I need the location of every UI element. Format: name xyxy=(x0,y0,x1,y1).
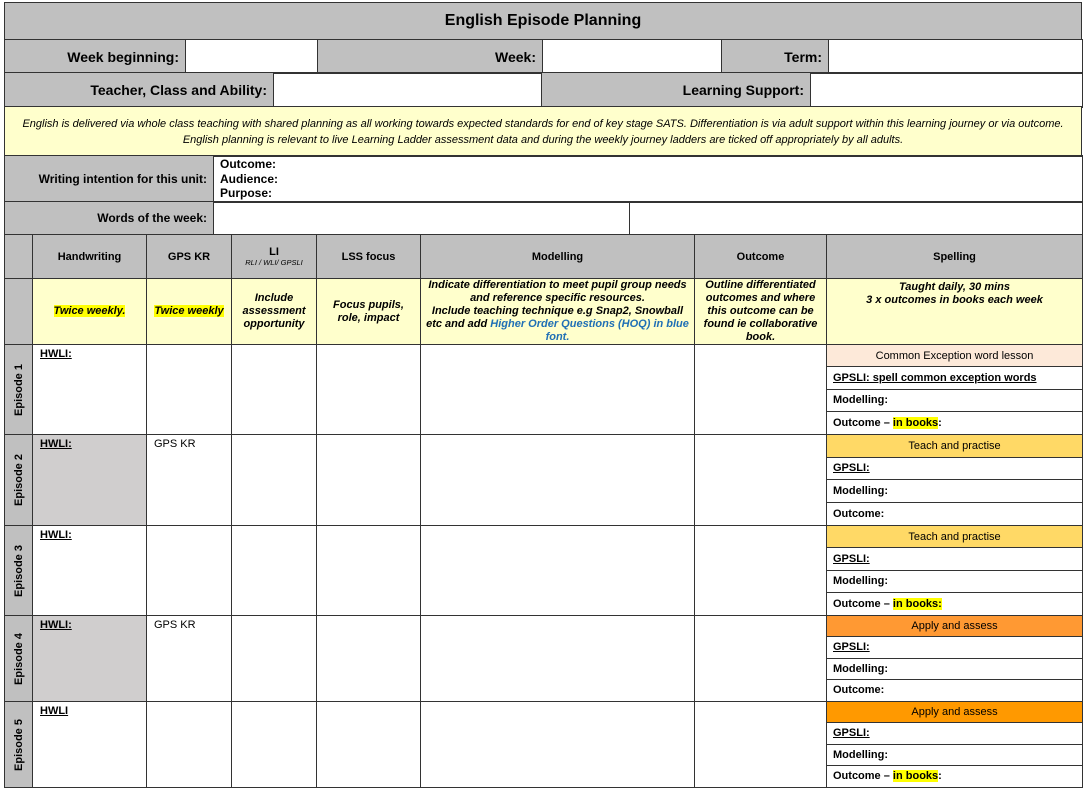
modelling-cell[interactable] xyxy=(421,526,695,616)
spelling-cell[interactable] xyxy=(827,616,1083,702)
lss-cell[interactable] xyxy=(317,702,421,788)
guidance-outcome: Outline differentiated outcomes and where this outcome can be found ie collaborative book. xyxy=(695,279,827,345)
episode-label-cell xyxy=(5,616,33,702)
spelling-modelling: Modelling: xyxy=(827,659,1082,680)
gpsli-text: GPSLI: xyxy=(833,641,870,654)
gps-kr-cell[interactable] xyxy=(147,702,232,788)
spelling-gpsli xyxy=(827,723,1082,744)
handwriting-cell[interactable] xyxy=(33,616,147,702)
episode-label: Episode 4 xyxy=(12,632,25,685)
spelling-outcome xyxy=(827,503,1082,526)
intro-table xyxy=(4,106,1082,157)
gps-kr-label: GPS KR xyxy=(154,438,196,450)
col-li-sub: RLI / WLI/ GPSLI xyxy=(245,258,303,267)
in-books-highlight: in books xyxy=(892,770,939,783)
in-books-highlight: in books: xyxy=(892,597,942,610)
modelling-cell[interactable] xyxy=(421,616,695,702)
episode-grid xyxy=(4,234,1083,788)
guidance-modelling xyxy=(421,279,695,345)
hoq-note: Higher Order Questions (HOQ) in blue font. xyxy=(490,318,689,343)
li-cell[interactable] xyxy=(232,435,317,526)
handwriting-cell[interactable] xyxy=(33,435,147,526)
guidance-handwriting xyxy=(33,279,147,345)
audience-label: Audience: xyxy=(220,171,279,186)
spelling-cell[interactable] xyxy=(827,345,1083,435)
hwli-label: HWLI: xyxy=(40,348,72,360)
episode-label: Episode 2 xyxy=(12,454,25,506)
gpsli-text: GPSLI: xyxy=(833,552,870,565)
lss-cell[interactable] xyxy=(317,435,421,526)
episode-row xyxy=(5,616,1083,702)
spelling-gpsli xyxy=(827,367,1082,389)
teacher-row xyxy=(4,72,1083,108)
teacher-field[interactable] xyxy=(274,73,542,108)
spelling-heading: Teach and practise xyxy=(827,435,1082,458)
guidance-corner xyxy=(5,279,33,345)
spelling-modelling: Modelling: xyxy=(827,745,1082,766)
lss-cell[interactable] xyxy=(317,345,421,435)
hwli-label: HWLI: xyxy=(40,619,72,631)
spelling-heading: Teach and practise xyxy=(827,526,1082,548)
episode-label-cell xyxy=(5,435,33,526)
term-field[interactable] xyxy=(829,40,1083,74)
hwli-label: HWLI: xyxy=(40,529,72,541)
guidance-spelling-2: 3 x outcomes in books each week xyxy=(866,294,1043,306)
spelling-outcome xyxy=(827,766,1082,787)
guidance-handwriting-text: Twice weekly. xyxy=(53,305,126,317)
guidance-modelling-2 xyxy=(424,305,691,344)
gps-kr-cell[interactable] xyxy=(147,435,232,526)
words-label: Words of the week: xyxy=(5,202,214,235)
intention-field[interactable] xyxy=(214,156,1083,203)
learning-support-label: Learning Support: xyxy=(542,73,811,108)
gpsli-text: GPSLI: xyxy=(833,462,870,475)
gpsli-text: GPSLI: spell common exception words xyxy=(833,371,1037,384)
spelling-gpsli xyxy=(827,548,1082,570)
col-gps-kr: GPS KR xyxy=(147,235,232,279)
outcome-text: Outcome: xyxy=(833,684,885,697)
outcome-suffix: : xyxy=(938,416,942,429)
spelling-heading: Common Exception word lesson xyxy=(827,345,1082,367)
spelling-gpsli xyxy=(827,458,1082,481)
episode-label: Episode 3 xyxy=(12,544,25,597)
gps-kr-cell[interactable] xyxy=(147,345,232,435)
modelling-cell[interactable] xyxy=(421,345,695,435)
modelling-cell[interactable] xyxy=(421,435,695,526)
outcome-cell[interactable] xyxy=(695,616,827,702)
week-beginning-label: Week beginning: xyxy=(5,40,186,74)
li-cell[interactable] xyxy=(232,345,317,435)
hwli-label: HWLI xyxy=(40,705,69,717)
episode-label: Episode 5 xyxy=(12,718,25,771)
hwli-label: HWLI: xyxy=(40,438,72,450)
spelling-cell[interactable] xyxy=(827,702,1083,788)
words-row xyxy=(4,201,1083,235)
outcome-text: Outcome – xyxy=(833,597,890,610)
lss-cell[interactable] xyxy=(317,616,421,702)
col-spelling: Spelling xyxy=(827,235,1083,279)
guidance-modelling-1: Indicate differentiation to meet pupil group needs and reference specific resources. xyxy=(428,279,687,304)
words-field-2[interactable] xyxy=(630,202,1083,235)
intro-line-2: English planning is relevant to live Learning Ladder assessment data and during the weekly journey ladders are ticked off appropriately by all adults. xyxy=(182,133,904,146)
spelling-modelling: Modelling: xyxy=(827,390,1082,412)
outcome-text: Outcome – xyxy=(833,416,890,429)
guidance-spelling-1: Taught daily, 30 mins xyxy=(898,281,1011,293)
guidance-li: Include assessment opportunity xyxy=(232,279,317,345)
col-li xyxy=(232,235,317,279)
outcome-label: Outcome: xyxy=(220,157,277,172)
outcome-text: Outcome – xyxy=(833,770,890,783)
handwriting-cell[interactable] xyxy=(33,345,147,435)
week-field[interactable] xyxy=(543,40,722,74)
modelling-cell[interactable] xyxy=(421,702,695,788)
spelling-modelling: Modelling: xyxy=(827,480,1082,503)
col-modelling: Modelling xyxy=(421,235,695,279)
week-row xyxy=(4,39,1083,74)
episode-row xyxy=(5,435,1083,526)
li-cell[interactable] xyxy=(232,526,317,616)
words-field-1[interactable] xyxy=(214,202,630,235)
guidance-spelling xyxy=(827,279,1083,345)
outcome-text: Outcome: xyxy=(833,507,885,520)
title-table xyxy=(4,2,1082,40)
corner-cell xyxy=(5,235,33,279)
episodes-body xyxy=(5,345,1083,788)
spelling-modelling: Modelling: xyxy=(827,571,1082,593)
gps-kr-cell[interactable] xyxy=(147,616,232,702)
spelling-gpsli xyxy=(827,637,1082,658)
spelling-outcome xyxy=(827,680,1082,701)
guidance-modelling-2-text: Include teaching technique e.g Snap2, Snowball etc and add xyxy=(426,305,684,330)
spelling-cell[interactable] xyxy=(827,526,1083,616)
episode-label-cell xyxy=(5,526,33,616)
gpsli-text: GPSLI: xyxy=(833,727,870,740)
episode-label: Episode 1 xyxy=(12,363,25,416)
lss-cell[interactable] xyxy=(317,526,421,616)
spelling-heading: Apply and assess xyxy=(827,616,1082,637)
spelling-cell[interactable] xyxy=(827,435,1083,526)
week-label: Week: xyxy=(318,40,543,74)
spelling-heading: Apply and assess xyxy=(827,702,1082,723)
col-outcome: Outcome xyxy=(695,235,827,279)
episode-label-cell xyxy=(5,345,33,435)
col-lss: LSS focus xyxy=(317,235,421,279)
outcome-cell[interactable] xyxy=(695,435,827,526)
term-label: Term: xyxy=(722,40,829,74)
guidance-lss: Focus pupils, role, impact xyxy=(317,279,421,345)
li-cell[interactable] xyxy=(232,702,317,788)
writing-intention-label: Writing intention for this unit: xyxy=(5,156,214,203)
in-books-highlight: in books xyxy=(892,416,939,429)
episode-row xyxy=(5,526,1083,616)
spelling-outcome xyxy=(827,593,1082,615)
col-handwriting: Handwriting xyxy=(33,235,147,279)
intro-line-1: English is delivered via whole class teaching with shared planning as all working towards expected standards for end of key stage SATS. Differentiation is via adult support within this learning journey or via outcome. xyxy=(22,117,1064,130)
intro-notes xyxy=(5,107,1082,157)
col-li-title: LI xyxy=(269,246,279,258)
guidance-gps xyxy=(147,279,232,345)
intention-row xyxy=(4,155,1083,203)
episode-row xyxy=(5,702,1083,788)
spelling-outcome xyxy=(827,412,1082,434)
episode-label-cell xyxy=(5,702,33,788)
handwriting-cell[interactable] xyxy=(33,702,147,788)
outcome-cell[interactable] xyxy=(695,526,827,616)
page-title: English Episode Planning xyxy=(5,3,1082,40)
purpose-label: Purpose: xyxy=(220,186,273,201)
handwriting-cell[interactable] xyxy=(33,526,147,616)
outcome-suffix: : xyxy=(938,770,942,783)
guidance-gps-text: Twice weekly xyxy=(154,305,224,317)
teacher-label: Teacher, Class and Ability: xyxy=(5,73,274,108)
week-beginning-field[interactable] xyxy=(186,40,318,74)
learning-support-field[interactable] xyxy=(811,73,1083,108)
li-cell[interactable] xyxy=(232,616,317,702)
outcome-cell[interactable] xyxy=(695,345,827,435)
episode-row xyxy=(5,345,1083,435)
gps-kr-cell[interactable] xyxy=(147,526,232,616)
gps-kr-label: GPS KR xyxy=(154,619,196,631)
outcome-cell[interactable] xyxy=(695,702,827,788)
